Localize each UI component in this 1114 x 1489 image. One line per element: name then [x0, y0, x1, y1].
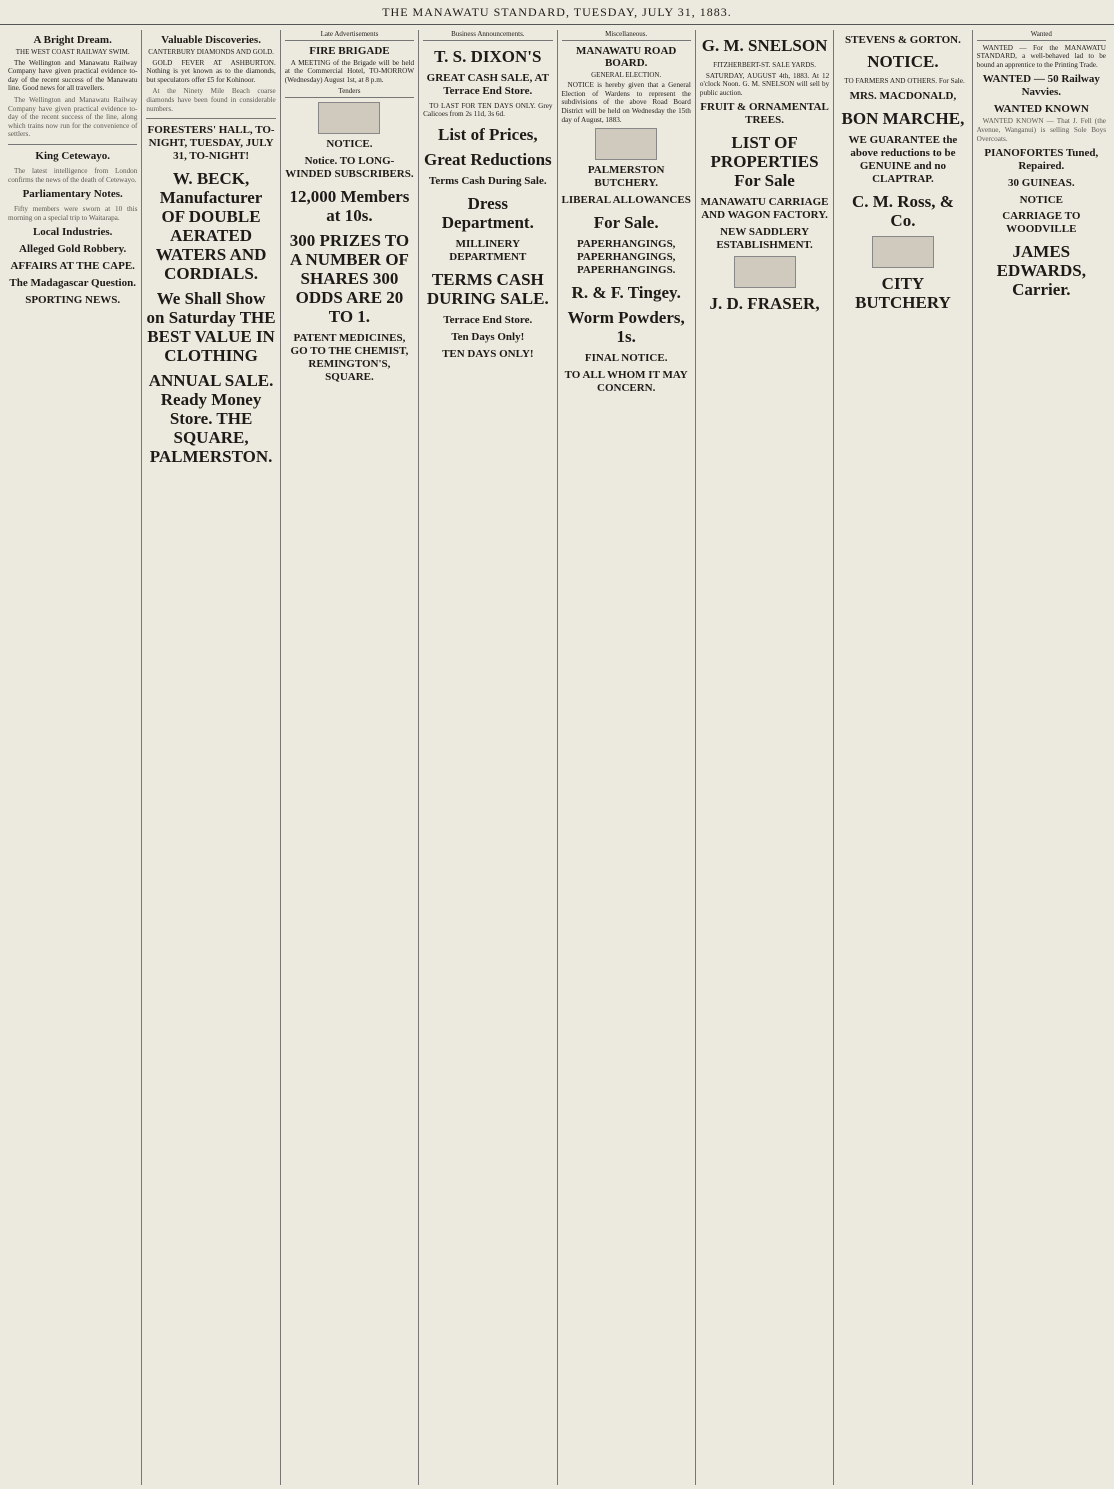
- column-1-item-1: King Cetewayo.: [35, 149, 110, 162]
- column-8-item-1: WANTED — 50 Railway Navvies.: [982, 73, 1100, 99]
- butcher-illustration: [872, 236, 934, 268]
- column-5-item-8: TO ALL WHOM IT MAY CONCERN.: [564, 369, 688, 395]
- column-3-item-4: 300 PRIZES TO A NUMBER OF SHARES 300 ODDS ARE 20 TO 1.: [289, 230, 410, 326]
- column-4-header: Business Announcements.: [423, 30, 552, 41]
- column-2-item-4: ANNUAL SALE. Ready Money Store. THE SQUARE, PALMERSTON.: [148, 371, 274, 467]
- column-6-subtitle: FITZHERBERT-ST. SALE YARDS.: [713, 61, 816, 69]
- column-1-item-6: The Madagascar Question.: [9, 277, 136, 290]
- column-5-item-3: For Sale.: [593, 213, 659, 233]
- column-5-item-5: R. & F. Tingey.: [571, 283, 681, 303]
- column-4-item-9: TEN DAYS ONLY!: [442, 347, 534, 360]
- column-4-item-7: Terrace End Store.: [443, 313, 533, 326]
- column-8-header: Wanted: [977, 30, 1106, 41]
- column-8-item-6: JAMES EDWARDS, Carrier.: [996, 242, 1086, 300]
- column-4-subtitle: GREAT CASH SALE, AT Terrace End Store.: [426, 71, 549, 97]
- column-3-title: FIRE BRIGADE: [309, 44, 390, 57]
- column-2-body: GOLD FEVER AT ASHBURTON. Nothing is yet known as to the diamonds, but speculators offer £5 for Kohinoor.: [146, 58, 276, 84]
- column-4-body: TO LAST FOR TEN DAYS ONLY. Grey Calicoes from 2s 11d, 3s 6d.: [423, 101, 553, 119]
- column-3-body: A MEETING of the Brigade will be held at the Commercial Hotel, TO-MORROW (Wednesday) August 1st, at 8 p.m.: [284, 58, 415, 84]
- column-3-item-2: Notice. TO LONG-WINDED SUBSCRIBERS.: [285, 154, 414, 180]
- column-2: Valuable Discoveries. CANTERBURY DIAMONDS AND GOLD. GOLD FEVER AT ASHBURTON. Nothing is yet known as to the diamonds, but speculators offer £5 for Kohinoor. At the Ninety Mile Beach coarse diamonds have been found in considerable numbers. FORESTERS' HALL, TO-NIGHT, TUESDAY, JULY 31, TO-NIGHT! W. BECK, Manufacturer OF DOUBLE AERATED WATERS AND CORDIALS. We Shall Show on Saturday THE BEST VALUE IN CLOTHING ANNUAL SALE. Ready Money Store. THE SQUARE, PALMERSTON.: [142, 30, 280, 1485]
- column-2-title: Valuable Discoveries.: [161, 34, 261, 46]
- column-5-subtitle: GENERAL ELECTION.: [591, 70, 662, 79]
- masthead: THE MANAWATU STANDARD, TUESDAY, JULY 31, 1883.: [0, 0, 1114, 25]
- column-6-title: G. M. SNELSON: [701, 36, 828, 55]
- column-1-subtitle: THE WEST COAST RAILWAY SWIM.: [15, 48, 130, 56]
- column-5: [558, 30, 696, 1485]
- column-7: [834, 30, 972, 1485]
- column-5-body: NOTICE is hereby given that a General Election of Wardens to represent the subdivisions of the above Road Board District will be held on Wednesday the 15th day of August, 1883.: [561, 81, 691, 124]
- column-4: [419, 30, 557, 1485]
- column-7-item-4: C. M. Ross, & Co.: [851, 191, 954, 230]
- column-4-item-1: List of Prices,: [438, 124, 538, 144]
- column-6-item-1: FRUIT & ORNAMENTAL TREES.: [700, 101, 829, 127]
- column-1-body: The Wellington and Manawatu Railway Company have given practical evidence to-day of the recent success of the Manawatu line. Good news for all travellers.: [8, 58, 138, 93]
- column-6-item-2: LIST OF PROPERTIES For Sale: [710, 133, 819, 191]
- column-7-item-5: CITY BUTCHERY: [855, 273, 951, 312]
- column-2-subtitle: CANTERBURY DIAMONDS AND GOLD.: [148, 48, 274, 56]
- column-4-title: T. S. DIXON'S: [434, 46, 542, 66]
- column-4-item-8: Ten Days Only!: [451, 330, 525, 343]
- column-5-item-6: Worm Powders, 1s.: [567, 308, 685, 347]
- column-3-item-3: 12,000 Members at 10s.: [289, 186, 410, 225]
- column-1-item-7: SPORTING NEWS.: [25, 294, 121, 307]
- column-1: A Bright Dream. THE WEST COAST RAILWAY SWIM. The Wellington and Manawatu Railway Company have given practical evidence to-day of the recent success of the Manawatu line. Good news for all travellers. The Wellington and Manawatu Railway Company have given practical evidence to-day of the recent success of the line, along which trains now run for the convenience of settlers. King Cetewayo. The latest intelligence from London confirms the news of the death of Cetewayo. Parliamentary Notes. Fifty members were sworn at 10 this morning on a special trip to Waitarapa. Local Industries. Alleged Gold Robbery. AFFAIRS AT THE CAPE. The Madagascar Question. SPORTING NEWS.: [4, 30, 142, 1485]
- column-5-item-1: PALMERSTON BUTCHERY.: [587, 164, 665, 190]
- column-1-item-4: Alleged Gold Robbery.: [19, 243, 127, 256]
- column-1-item-3: Local Industries.: [32, 226, 113, 239]
- column-5-item-7: FINAL NOTICE.: [584, 352, 668, 365]
- column-8-item-5: CARRIAGE TO WOODVILLE: [1002, 210, 1081, 236]
- column-8-item-2: PIANOFORTES Tuned, Repaired.: [984, 147, 1099, 173]
- column-5-item-2: LIBERAL ALLOWANCES: [561, 194, 691, 207]
- column-7-subtitle: NOTICE.: [867, 52, 939, 71]
- column-1-item-5: AFFAIRS AT THE CAPE.: [10, 260, 135, 273]
- column-2-item-1: FORESTERS' HALL, TO-NIGHT, TUESDAY, JULY 31, TO-NIGHT!: [147, 124, 275, 163]
- column-7-item-3: WE GUARANTEE the above reductions to be GENUINE and no CLAPTRAP.: [848, 133, 958, 185]
- column-3-subtitle: Tenders: [285, 87, 414, 98]
- column-4-item-3: Terms Cash During Sale.: [429, 174, 547, 187]
- bull-illustration: [595, 128, 657, 160]
- column-6-item-5: J. D. FRASER,: [709, 294, 820, 314]
- column-7-title: STEVENS & GORTON.: [845, 34, 961, 46]
- column-7-body: TO FARMERS AND OTHERS. For Sale.: [844, 77, 965, 85]
- column-1-title: A Bright Dream.: [33, 34, 112, 46]
- bakery-illustration: [734, 256, 796, 288]
- column-3-header: Late Advertisements: [285, 30, 414, 41]
- column-3-item-5: PATENT MEDICINES, GO TO THE CHEMIST, REMINGTON'S, SQUARE.: [290, 331, 409, 383]
- column-3: [281, 30, 419, 1485]
- column-8-item-3: 30 GUINEAS.: [1008, 177, 1075, 190]
- column-4-item-5: MILLINERY DEPARTMENT: [449, 237, 527, 263]
- column-6-body: SATURDAY, AUGUST 4th, 1883. At 12 o'clock Noon. G. M. SNELSON will sell by public auction.: [699, 71, 830, 97]
- columns: [4, 30, 1110, 1485]
- column-6: [696, 30, 834, 1485]
- column-8: Wanted WANTED — For the MANAWATU STANDARD, a well-behaved lad to be bound an apprentice to the Printing Trade. WANTED — 50 Railway Navvies. WANTED KNOWN WANTED KNOWN — That J. Fell (the Avenue, Wanganui) is selling Sole Boys Overcoats. PIANOFORTES Tuned, Repaired. 30 GUINEAS. NOTICE CARRIAGE TO WOODVILLE JAMES EDWARDS, Carrier.: [976, 30, 1106, 300]
- column-7-item-2: BON MARCHE,: [841, 108, 965, 128]
- column-5-item-4: PAPERHANGINGS, PAPERHANGINGS, PAPERHANGINGS.: [576, 238, 676, 277]
- column-4-item-6: TERMS CASH DURING SALE.: [426, 269, 549, 308]
- column-8-body: WANTED — For the MANAWATU STANDARD, a well-behaved lad to be bound an apprentice to the Printing Trade.: [976, 43, 1106, 69]
- column-2-item-2: W. BECK, Manufacturer OF DOUBLE AERATED WATERS AND CORDIALS.: [155, 169, 267, 284]
- column-6-item-4: NEW SADDLERY ESTABLISHMENT.: [716, 226, 813, 252]
- column-4-item-4: Dress Department.: [441, 193, 534, 232]
- column-8-title: WANTED KNOWN: [993, 103, 1089, 116]
- column-4-item-2: Great Reductions: [423, 149, 552, 169]
- column-5-title: MANAWATU ROAD BOARD.: [576, 44, 677, 69]
- column-8-item-4: NOTICE: [1019, 194, 1064, 207]
- column-5-header: Miscellaneous.: [562, 30, 691, 41]
- coat-of-arms-icon: [318, 102, 380, 134]
- column-3-item-1: NOTICE.: [326, 137, 373, 150]
- column-6-item-3: MANAWATU CARRIAGE AND WAGON FACTORY.: [700, 196, 829, 222]
- column-2-item-3: We Shall Show on Saturday THE BEST VALUE IN CLOTHING: [146, 289, 276, 366]
- column-1-item-2: Parliamentary Notes.: [22, 188, 123, 201]
- column-7-item-1: MRS. MACDONALD,: [849, 89, 957, 102]
